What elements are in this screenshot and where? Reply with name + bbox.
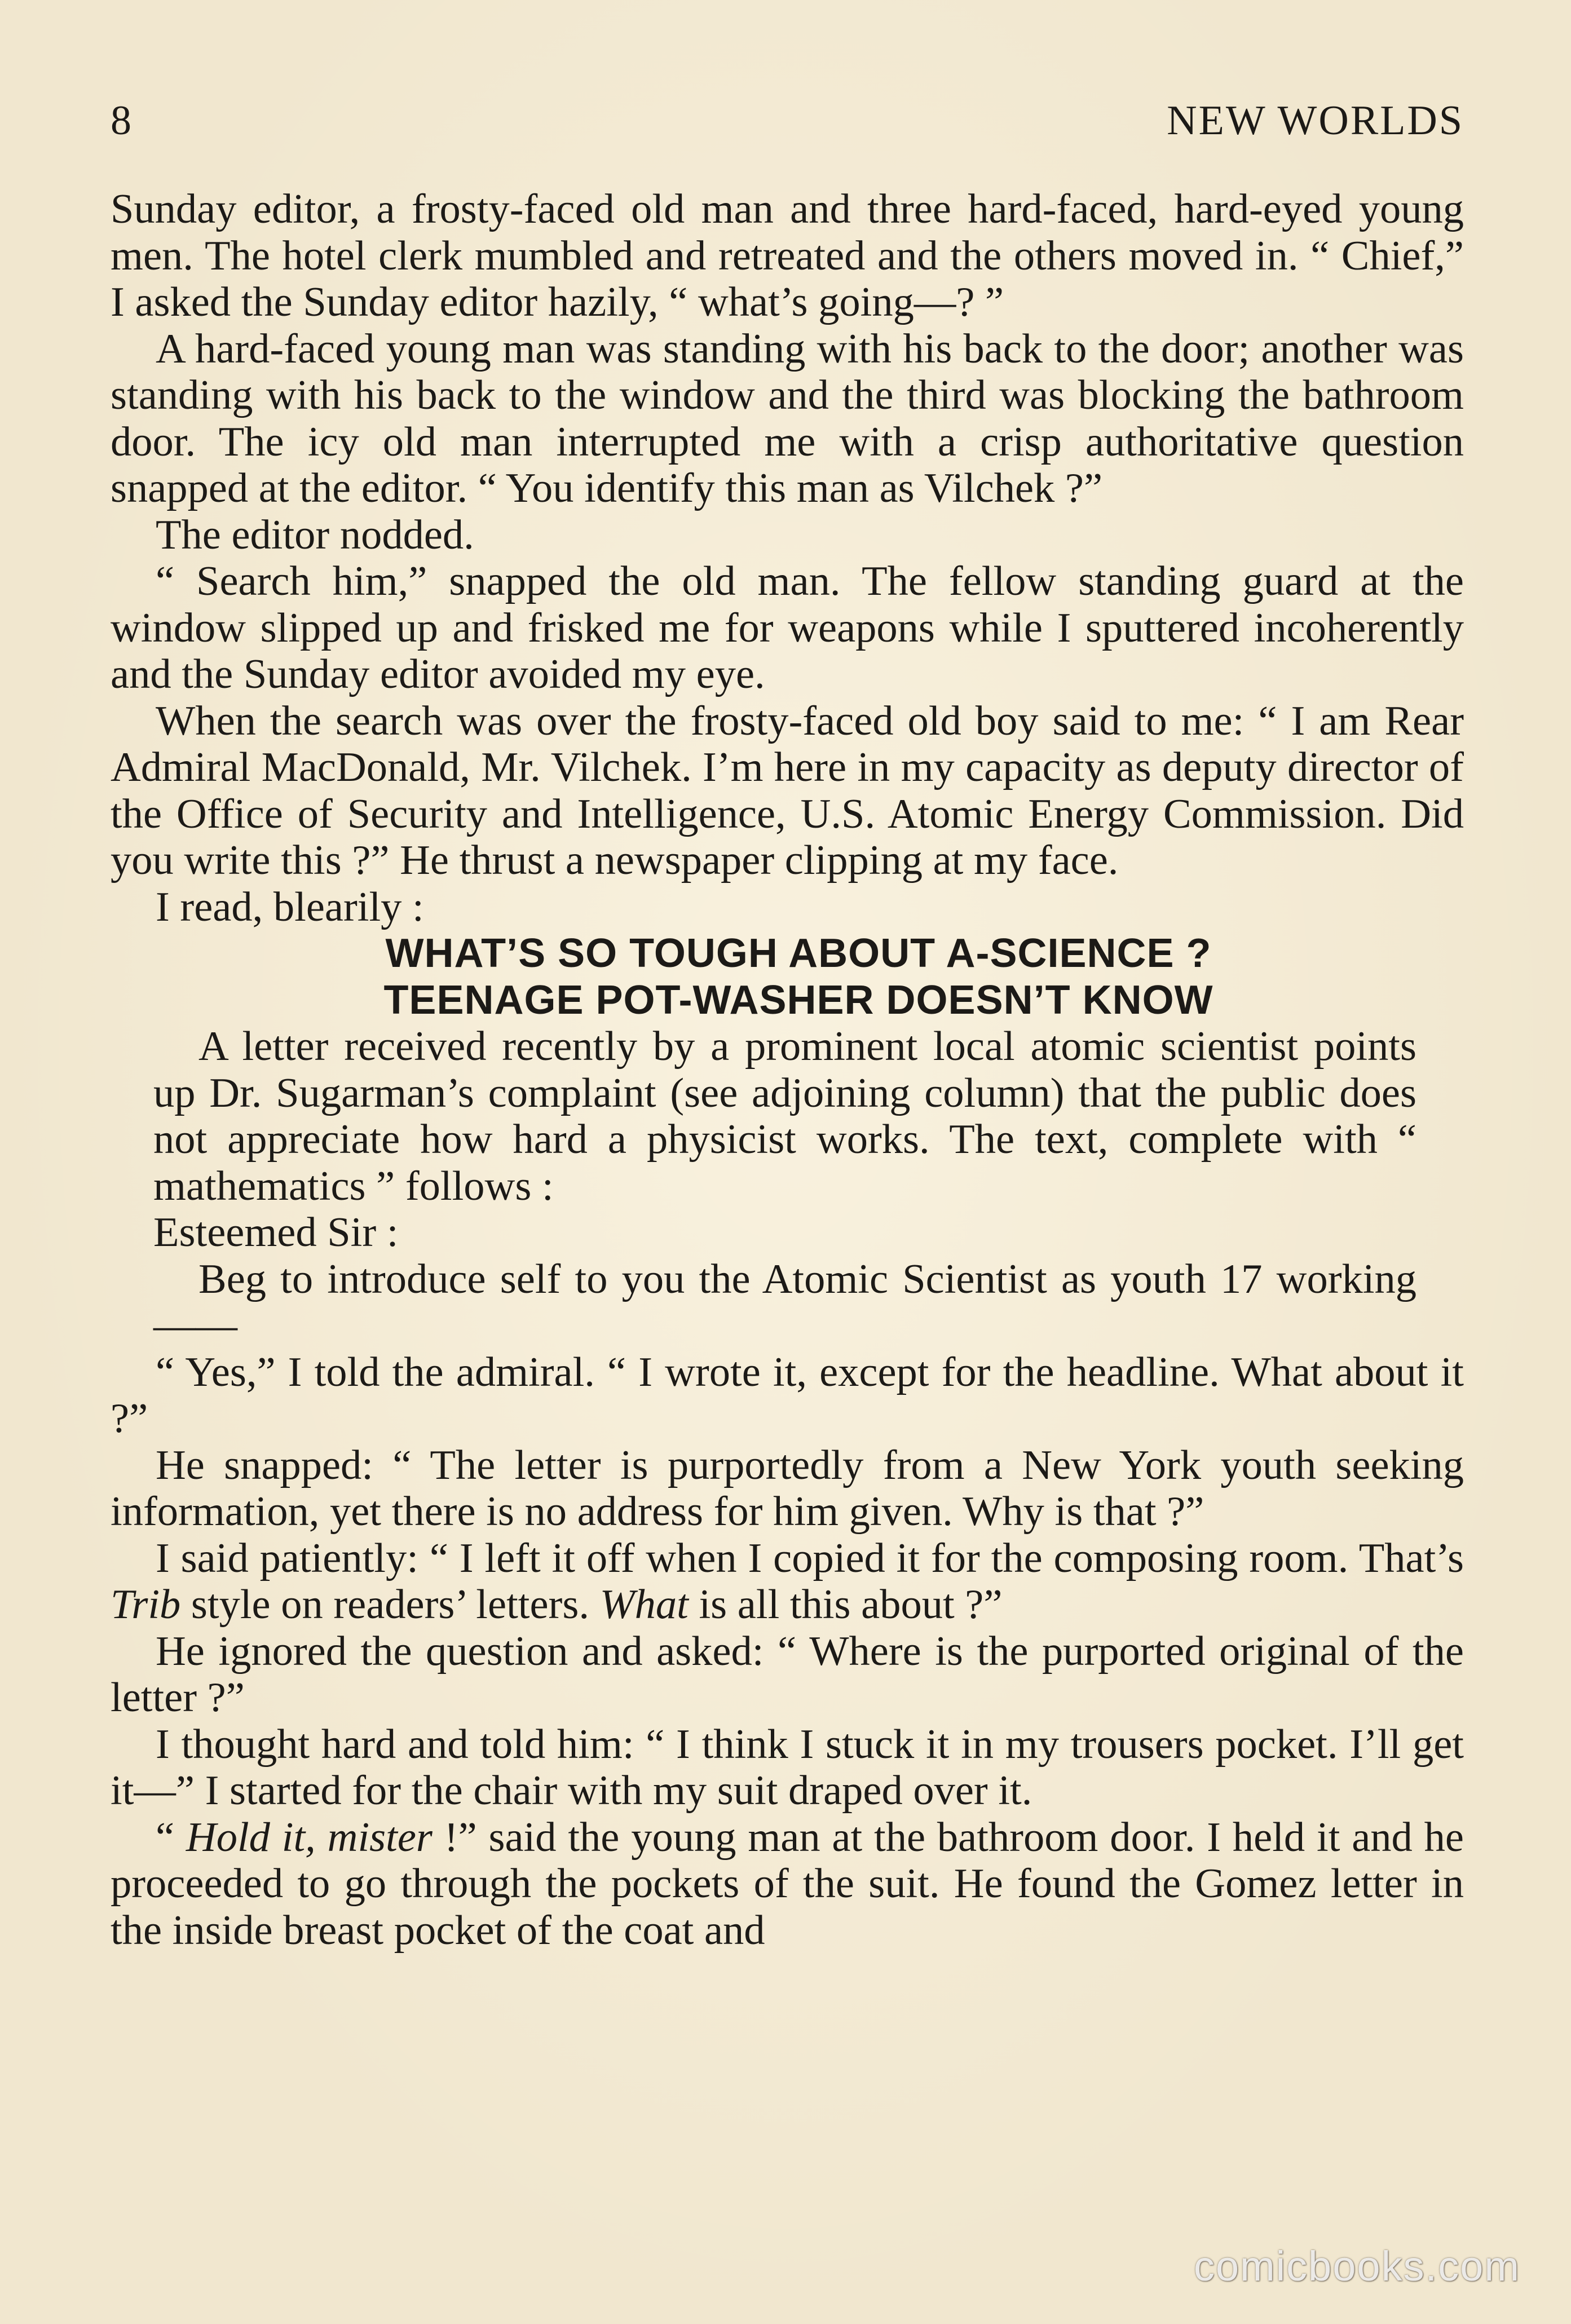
italic-text: Trib [111,1581,181,1628]
paragraph: I read, blearily : [156,883,424,930]
paragraph-hold [111,1814,1464,1954]
clipping-intro: A letter received recently by a prominent local atomic scientist points up Dr. Sugarman’s complaint (see adjoining column) that the public does not appreciate how hard a physicist works. The text, complete with “ mathematics ” follows : [153,1023,1416,1209]
paragraph: I thought hard and told him: “ I think I stuck it in my trousers pocket. I’ll get it—” I started for the chair with my suit draped over it. [111,1721,1464,1814]
newspaper-clipping [153,1023,1416,1349]
text-run: I said patiently: “ I left it off when I copied it for the composing room. That’s [156,1535,1464,1581]
letter-text: Beg to introduce self to you the Atomic Scientist as youth 17 working—— [153,1256,1416,1349]
clipping-headline-line-2: TEENAGE POT-WASHER DOESN’T KNOW [383,977,1213,1023]
italic-text: Hold it, mister [186,1814,433,1861]
paragraph: The editor nodded. [156,511,474,558]
paragraph: He ignored the question and asked: “ Where is the purported original of the letter ?” [111,1628,1464,1721]
clipping-headline-line-1: WHAT’S SO TOUGH ABOUT A-SCIENCE ? [385,931,1212,976]
paragraph: Sunday editor, a frosty-faced old man and three hard-faced, hard-eyed young men. The hotel clerk mumbled and retreated and the others moved in. “ Chief,” I asked the Sunday editor hazily, “ what’s going—? ” [111,186,1464,325]
paragraph: “ Search him,” snapped the old man. The fellow standing guard at the window slipped up and frisked me for weapons while I sputtered incoherently and the Sunday editor avoided my eye. [111,558,1464,697]
paragraph: A hard-faced young man was standing with his back to the door; another was standing with his back to the window and the third was blocking the bathroom door. The icy old man interrupted me with a crisp authoritative question snapped at the editor. “ You identify this man as Vilchek ?” [111,325,1464,511]
text-run: style on readers’ letters. [180,1581,600,1628]
paragraph-trib [111,1535,1464,1628]
running-head [111,97,1464,153]
italic-text: What [599,1581,689,1628]
paragraph: He snapped: “ The letter is purportedly from a New York youth seeking information, yet there is no address for him given. Why is that ?” [111,1442,1464,1535]
journal-title: NEW WORLDS [1167,98,1464,144]
paragraph: “ Yes,” I told the admiral. “ I wrote it, except for the headline. What about it ?” [111,1349,1464,1442]
letter-salutation: Esteemed Sir : [153,1209,399,1256]
watermark: comicbooks.com [1193,2243,1520,2290]
text-run: is all this about ?” [688,1581,1003,1628]
text-run: “ [156,1814,186,1861]
article-body [111,186,1464,1954]
text-run: !” said the young man at the bathroom door. I held it and he proceeded to go through the pockets of the suit. He found the Gomez letter in the inside breast pocket of the coat and [111,1814,1464,1954]
page-number: 8 [111,98,132,144]
paragraph: When the search was over the frosty-faced old boy said to me: “ I am Rear Admiral MacDonald, Mr. Vilchek. I’m here in my capacity as deputy director of the Office of Security and Intelligence, U.S. Atomic Energy Commission. Did you write this ?” He thrust a newspaper clipping at my face. [111,697,1464,883]
